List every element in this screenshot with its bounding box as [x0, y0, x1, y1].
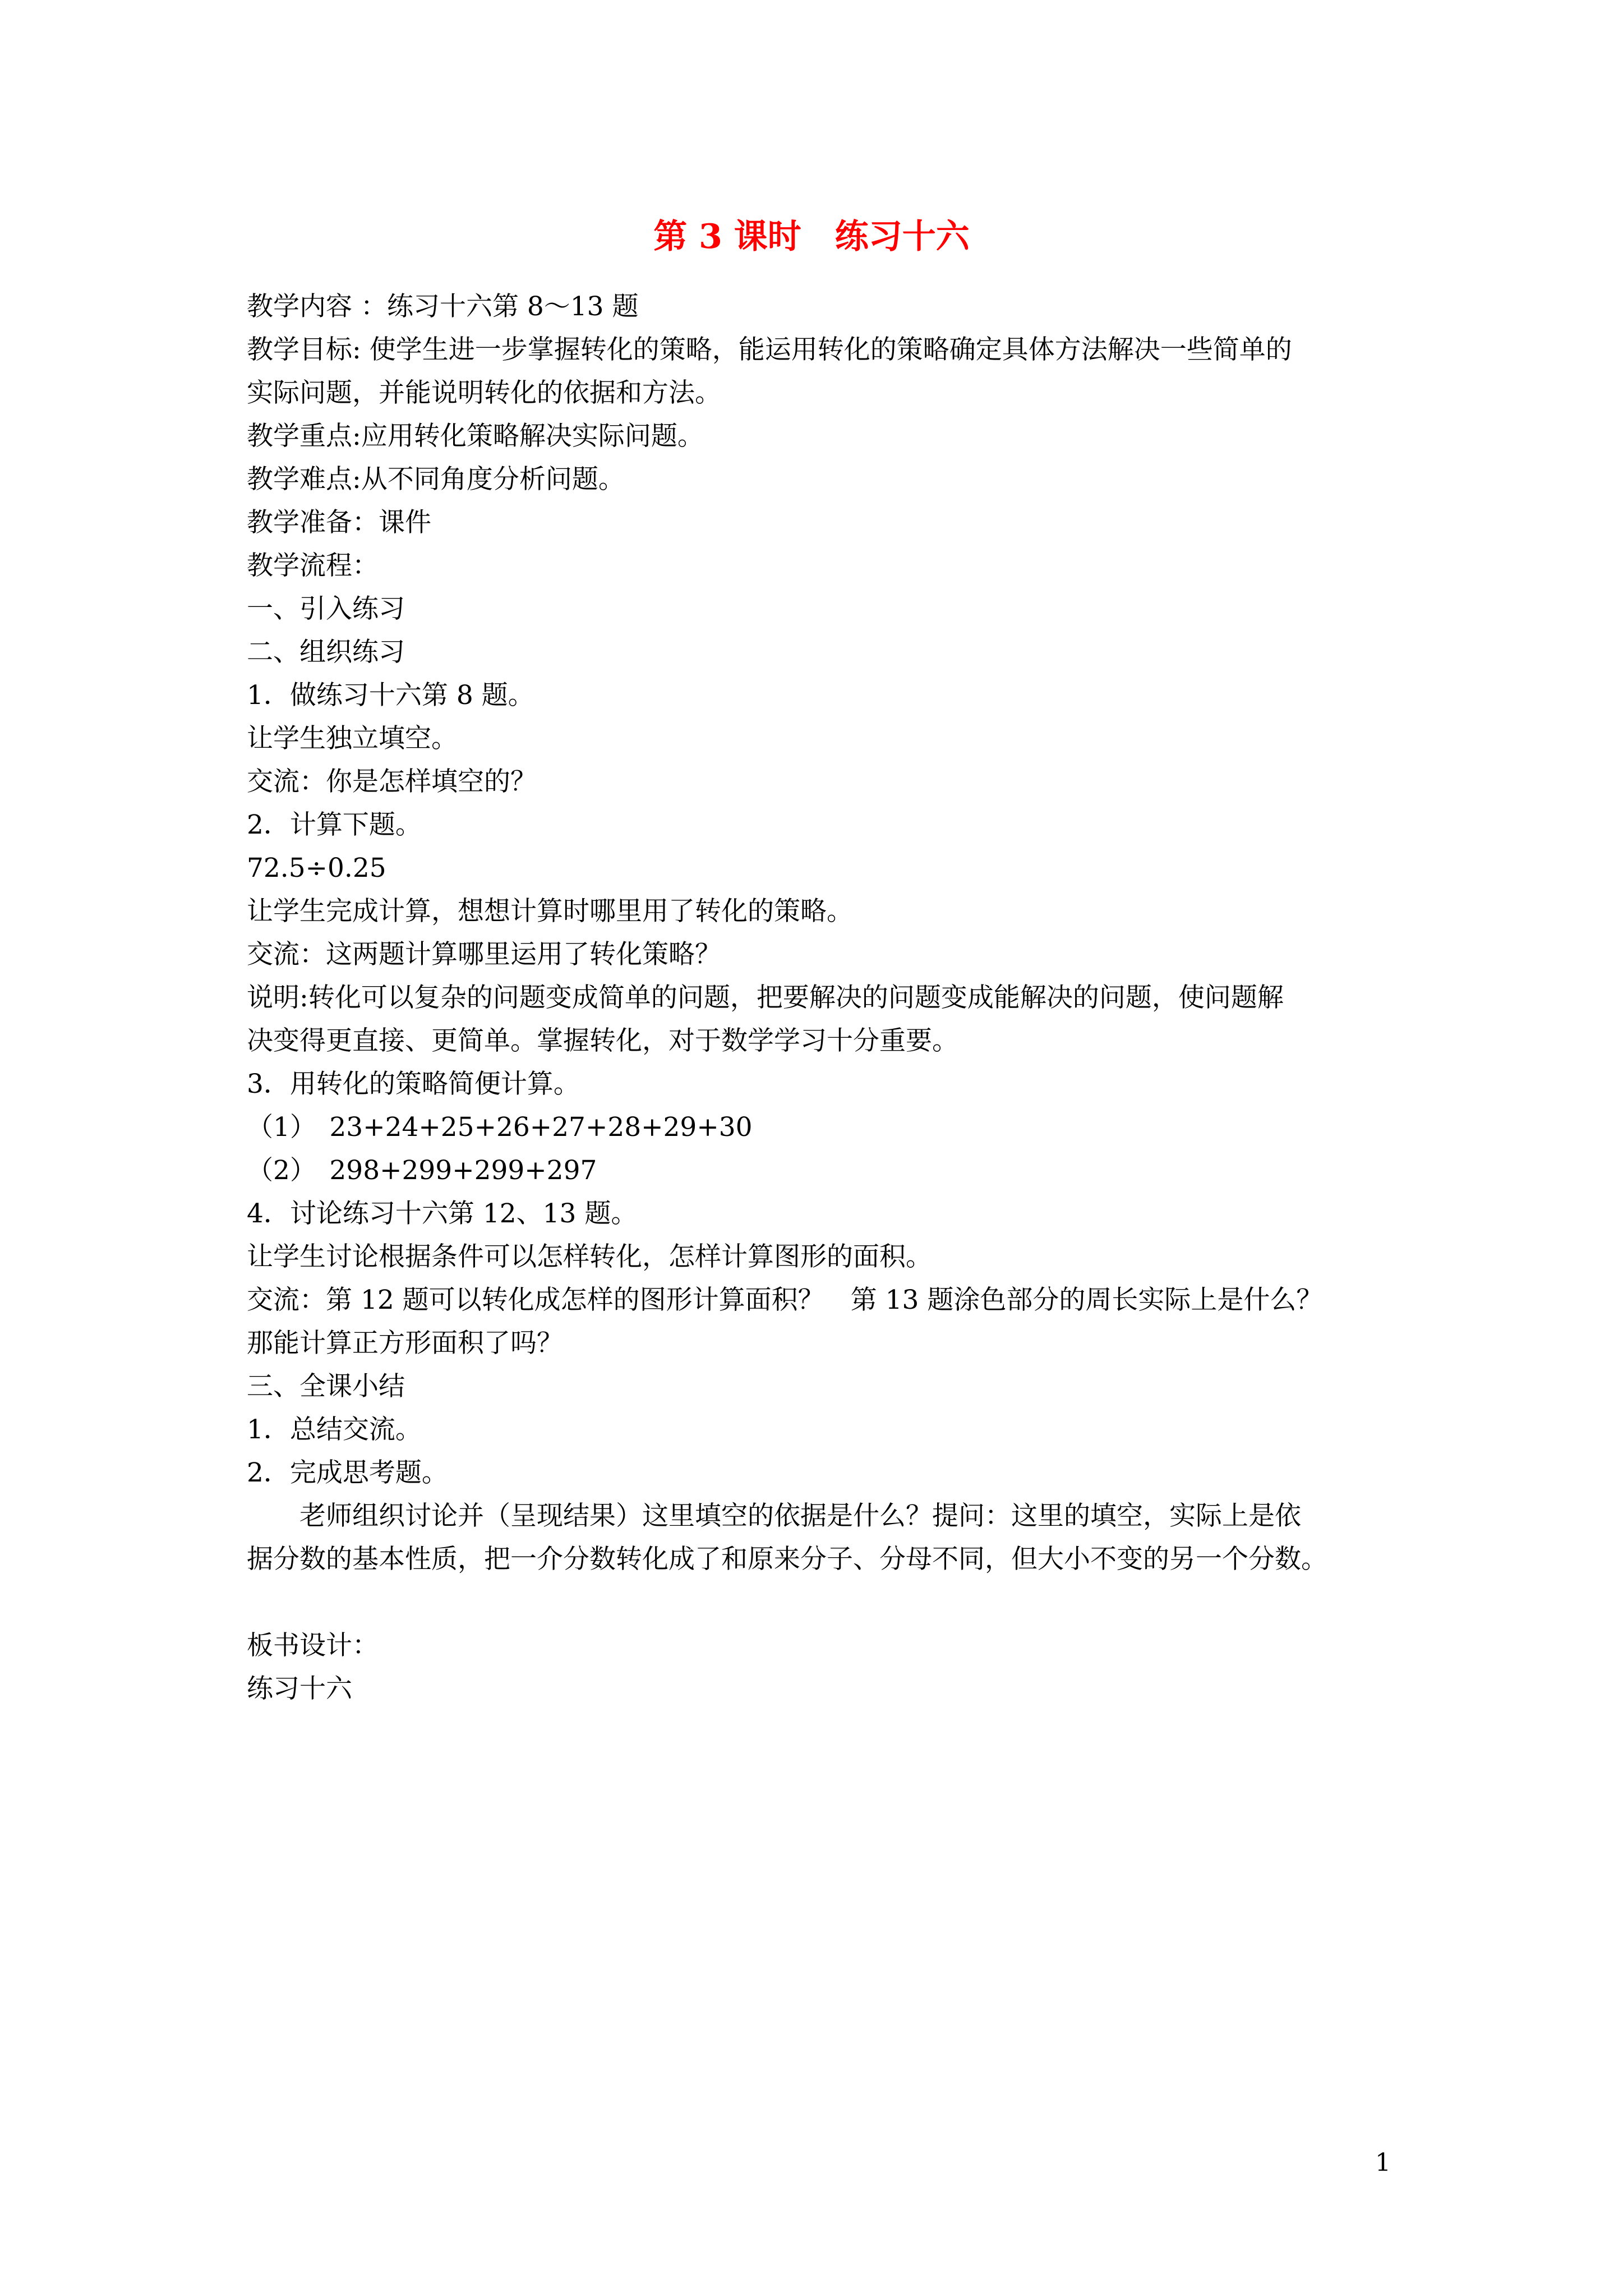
text-line: 4．讨论练习十六第 12、13 题。 — [247, 1198, 638, 1229]
text-line: 交流：第 12 题可以转化成怎样的图形计算面积？ 第 13 题涂色部分的周长实际上是什么？ — [247, 1285, 1323, 1315]
text-line: 三、全课小结 — [247, 1371, 405, 1402]
text-line: 决变得更直接、更简单。掌握转化，对于数学学习十分重要。 — [247, 1025, 958, 1056]
blank-line — [247, 1581, 1391, 1624]
text-line: 实际问题，并能说明转化的依据和方法。 — [247, 378, 721, 408]
text-line: 让学生独立填空。 — [247, 723, 458, 754]
text-line: 72.5÷0.25 — [247, 853, 386, 884]
text-line: 教学内容 ：练习十六第 8～13 题 — [247, 291, 639, 322]
text-line: 教学目标: 使学生进一步掌握转化的策略，能运用转化的策略确定具体方法解决一些简单的 — [247, 334, 1292, 365]
text-line: 1．做练习十六第 8 题。 — [247, 680, 534, 711]
text-line: 那能计算正方形面积了吗？ — [247, 1328, 563, 1359]
text-line: 练习十六 — [247, 1673, 352, 1704]
text-line: 教学流程： — [247, 550, 379, 581]
text-line: 二、组织练习 — [247, 637, 405, 668]
text-line: 2．完成思考题。 — [247, 1457, 448, 1488]
text-line: 说明:转化可以复杂的问题变成简单的问题，把要解决的问题变成能解决的问题，使问题解 — [247, 982, 1284, 1013]
text-line: 据分数的基本性质，把一介分数转化成了和原来分子、分母不同，但大小不变的另一个分数。 — [247, 1544, 1327, 1575]
text-line: 交流：这两题计算哪里运用了转化策略？ — [247, 939, 721, 970]
document-body — [247, 285, 1391, 1710]
text-line: 让学生完成计算，想想计算时哪里用了转化的策略。 — [247, 896, 853, 927]
text-line: 教学重点:应用转化策略解决实际问题。 — [247, 421, 704, 452]
page-number: 1 — [1375, 2148, 1391, 2177]
text-line: （1） 23+24+25+26+27+28+29+30 — [247, 1112, 753, 1143]
text-line: 教学难点:从不同角度分析问题。 — [247, 464, 625, 495]
text-line: （2） 298+299+299+297 — [247, 1155, 597, 1186]
text-line: 老师组织讨论并（呈现结果）这里填空的依据是什么？提问：这里的填空，实际上是依 — [299, 1501, 1301, 1531]
text-line: 教学准备：课件 — [247, 507, 431, 538]
text-line: 板书设计： — [247, 1630, 379, 1661]
text-line: 1．总结交流。 — [247, 1414, 422, 1445]
document-title: 第 3 课时 练习十六 — [653, 217, 970, 256]
text-line: 让学生讨论根据条件可以怎样转化，怎样计算图形的面积。 — [247, 1241, 932, 1272]
text-line: 交流：你是怎样填空的？ — [247, 766, 537, 797]
text-line: 2．计算下题。 — [247, 809, 422, 840]
text-line: 一、引入练习 — [247, 593, 405, 624]
text-line: 3．用转化的策略简便计算。 — [247, 1069, 580, 1099]
